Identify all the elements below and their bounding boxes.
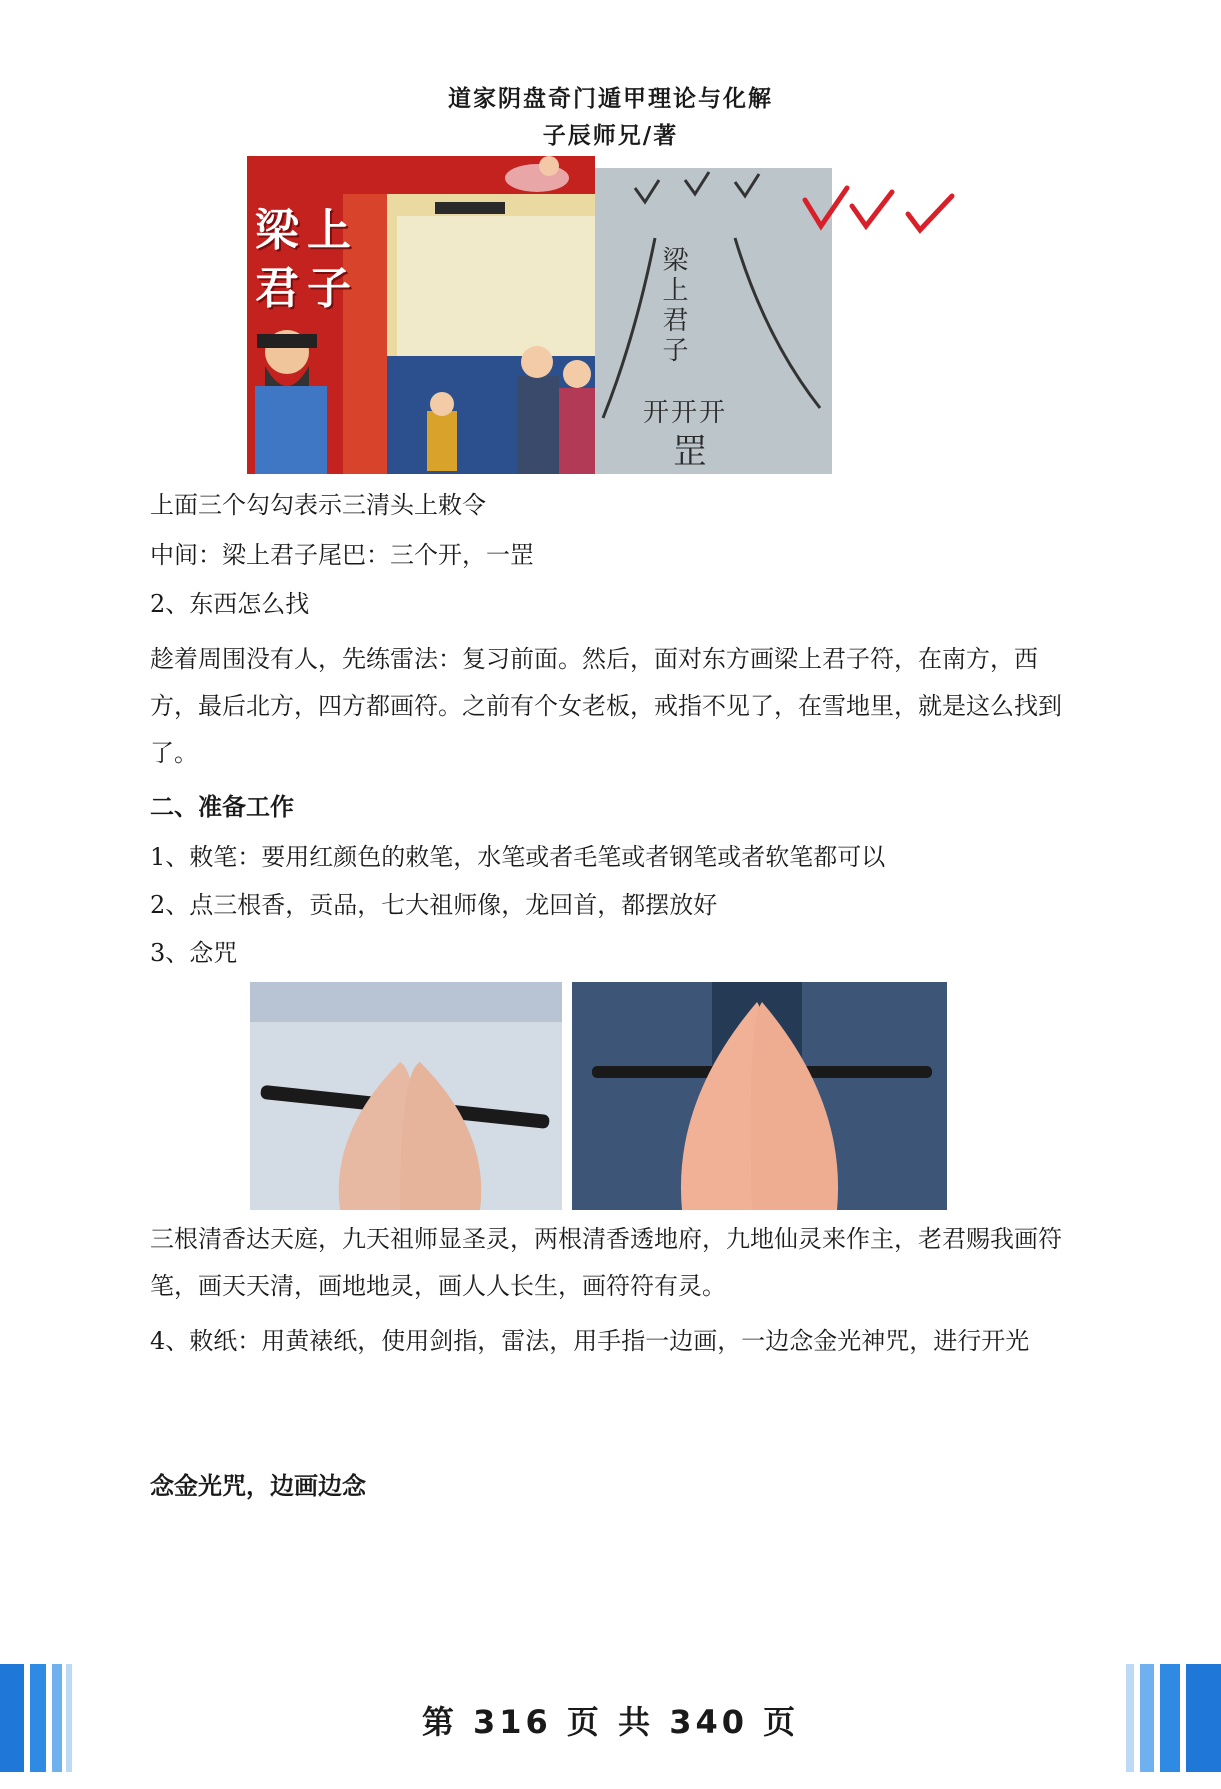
- paragraph-incense: 2、点三根香，贡品，七大祖师像，龙回首，都摆放好: [150, 891, 718, 919]
- section-heading-preparation: 二、准备工作: [150, 792, 294, 821]
- paragraph-middle: 中间：梁上君子尾巴：三个开，一罡: [150, 541, 534, 569]
- paragraph-brush: 1、敕笔：要用红颜色的敕笔，水笔或者毛笔或者钢笔或者软笔都可以: [150, 843, 886, 871]
- red-tick-marks: [800, 178, 965, 248]
- paragraph-paper: 4、敕纸：用黄裱纸，使用剑指，雷法，用手指一边画，一边念金光神咒，进行开光: [150, 1327, 1030, 1355]
- paragraph-golden-light: 念金光咒，边画边念: [150, 1471, 366, 1500]
- figure-hand-gestures: [250, 982, 947, 1210]
- book-title: 道家阴盘奇门遁甲理论与化解: [448, 85, 773, 112]
- paragraph-three-ticks: 上面三个勾勾表示三清头上敕令: [150, 491, 486, 519]
- hand-gesture-left: [250, 982, 562, 1210]
- paragraph-incantation: 三根清香达天庭，九天祖师显圣灵，两根清香透地府，九地仙灵来作主，老君赐我画符笔，画天天清，画地地灵，画人人长生，画符符有灵。: [150, 1225, 1062, 1300]
- figure-talisman: [247, 156, 832, 474]
- talisman-open-text: 开开开: [643, 398, 728, 428]
- paragraph-find-method: 趁着周围没有人，先练雷法：复习前面。然后，面对东方画梁上君子符，在南方，西方，最后北方，四方都画符。之前有个女老板，戒指不见了，在雪地里，就是这么找到了。: [150, 645, 1062, 767]
- hand-gesture-right: [572, 982, 947, 1210]
- talisman-gang-text: 罡: [673, 432, 707, 472]
- paragraph-item-2-heading: 2、东西怎么找: [150, 590, 310, 618]
- hand-photo-right: [572, 982, 947, 1210]
- cartoon-image: [247, 156, 595, 474]
- talisman-photo: [595, 168, 832, 474]
- paragraph-chant-heading: 3、念咒: [150, 939, 238, 967]
- book-author: 子辰师兄/著: [542, 122, 679, 149]
- page-number: 第 316 页 共 340 页: [421, 1703, 800, 1741]
- cartoon-caption-line1: 梁上: [255, 205, 359, 256]
- cartoon-caption-line2: 君子: [255, 263, 359, 314]
- footer-stripes-right: [1126, 1664, 1221, 1772]
- hand-photo-left: [250, 982, 562, 1210]
- talisman-main-text: 梁上君子: [658, 246, 688, 366]
